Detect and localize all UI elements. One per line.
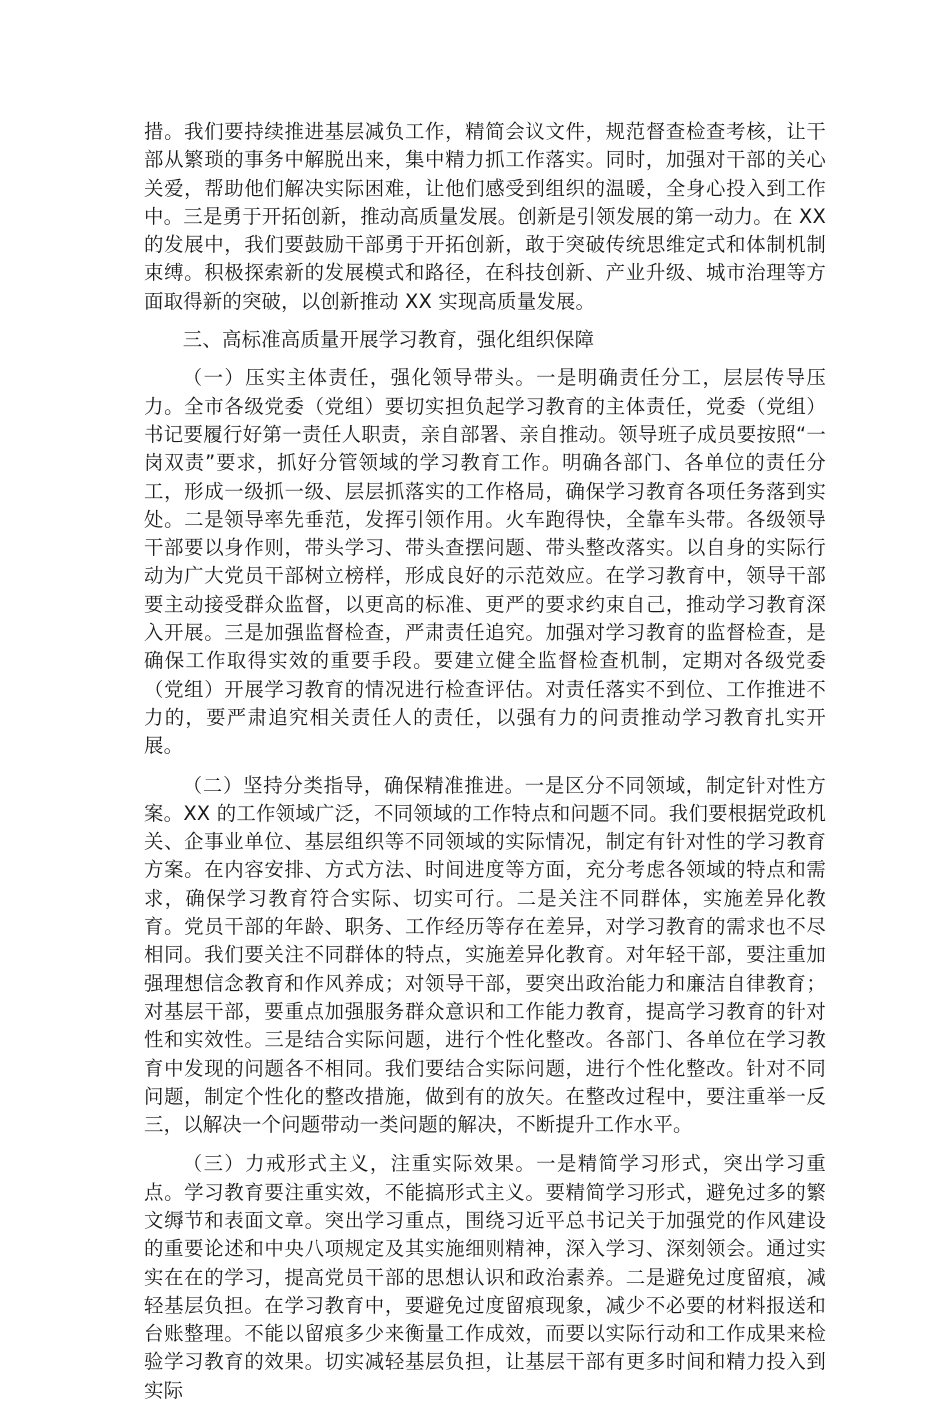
paragraph-1: （一）压实主体责任，强化领导带头。一是明确责任分工，层层传导压力。全市各级党委（党组）要切实担负起学习教育的主体责任，党委（党组）书记要履行好第一责任人职责，亲自部署、亲自推动。领导班子成员要按照“一岗双责”要求，抓好分管领域的学习教育工作。明确各部门、各单位的责任分工，形成一级抓一级、层层抓落实的工作格局，确保学习教育各项任务落到实处。二是领导率先垂范，发挥引领作用。火车跑得快，全靠车头带。各级领导干部要以身作则，带头学习、带头查摆问题、带头整改落实。以自身的实际行动为广大党员干部树立榜样，形成良好的示范效应。在学习教育中，领导干部要主动接受群众监督，以更高的标准、更严的要求约束自己，推动学习教育深入开展。三是加强监督检查，严肃责任追究。加强对学习教育的监督检查，是确保工作取得实效的重要手段。要建立健全监督检查机制，定期对各级党委（党组）开展学习教育的情况进行检查评估。对责任落实不到位、工作推进不力的，要严肃追究相关责任人的责任，以强有力的问责推动学习教育扎实开展。 (144, 366, 826, 758)
paragraph-2: （二）坚持分类指导，确保精准推进。一是区分不同领域，制定针对性方案。XX 的工作领域广泛，不同领域的工作特点和问题不同。我们要根据党政机关、企事业单位、基层组织等不同领域的实际情况，制定有针对性的学习教育方案。在内容安排、方式方法、时间进度等方面，充分考虑各领域的特点和需求，确保学习教育符合实际、切实可行。二是关注不同群体，实施差异化教育。党员干部的年龄、职务、工作经历等存在差异，对学习教育的需求也不尽相同。我们要关注不同群体的特点，实施差异化教育。对年轻干部，要注重加强理想信念教育和作风养成；对领导干部，要突出政治能力和廉洁自律教育；对基层干部，要重点加强服务群众意识和工作能力教育，提高学习教育的针对性和实效性。三是结合实际问题，进行个性化整改。各部门、各单位在学习教育中发现的问题各不相同。我们要结合实际问题，进行个性化整改。针对不同问题，制定个性化的整改措施，做到有的放矢。在整改过程中，要注重举一反三，以解决一个问题带动一类问题的解决，不断提升工作水平。 (144, 773, 826, 1137)
document-body (144, 118, 826, 1405)
section-heading: 三、高标准高质量开展学习教育，强化组织保障 (182, 328, 595, 352)
paragraph-3: （三）力戒形式主义，注重实际效果。一是精简学习形式，突出学习重点。学习教育要注重实效，不能搞形式主义。要精简学习形式，避免过多的繁文缛节和表面文章。突出学习重点，围绕习近平总书记关于加强党的作风建设的重要论述和中央八项规定及其实施细则精神，深入学习、深刻领会。通过实实在在的学习，提高党员干部的思想认识和政治素养。二是避免过度留痕，减轻基层负担。在学习教育中，要避免过度留痕现象，减少不必要的材料报送和台账整理。不能以留痕多少来衡量工作成效，而要以实际行动和工作成果来检验学习教育的效果。切实减轻基层负担，让基层干部有更多时间和精力投入到实际 (144, 1152, 826, 1402)
continuation-paragraph: 措。我们要持续推进基层减负工作，精简会议文件，规范督查检查考核，让干部从繁琐的事务中解脱出来，集中精力抓工作落实。同时，加强对干部的关心关爱，帮助他们解决实际困难，让他们感受到组织的温暖，全身心投入到工作中。三是勇于开拓创新，推动高质量发展。创新是引领发展的第一动力。在 XX 的发展中，我们要鼓励干部勇于开拓创新，敢于突破传统思维定式和体制机制束缚。积极探索新的发展模式和路径，在科技创新、产业升级、城市治理等方面取得新的突破，以创新推动 XX 实现高质量发展。 (144, 120, 826, 313)
